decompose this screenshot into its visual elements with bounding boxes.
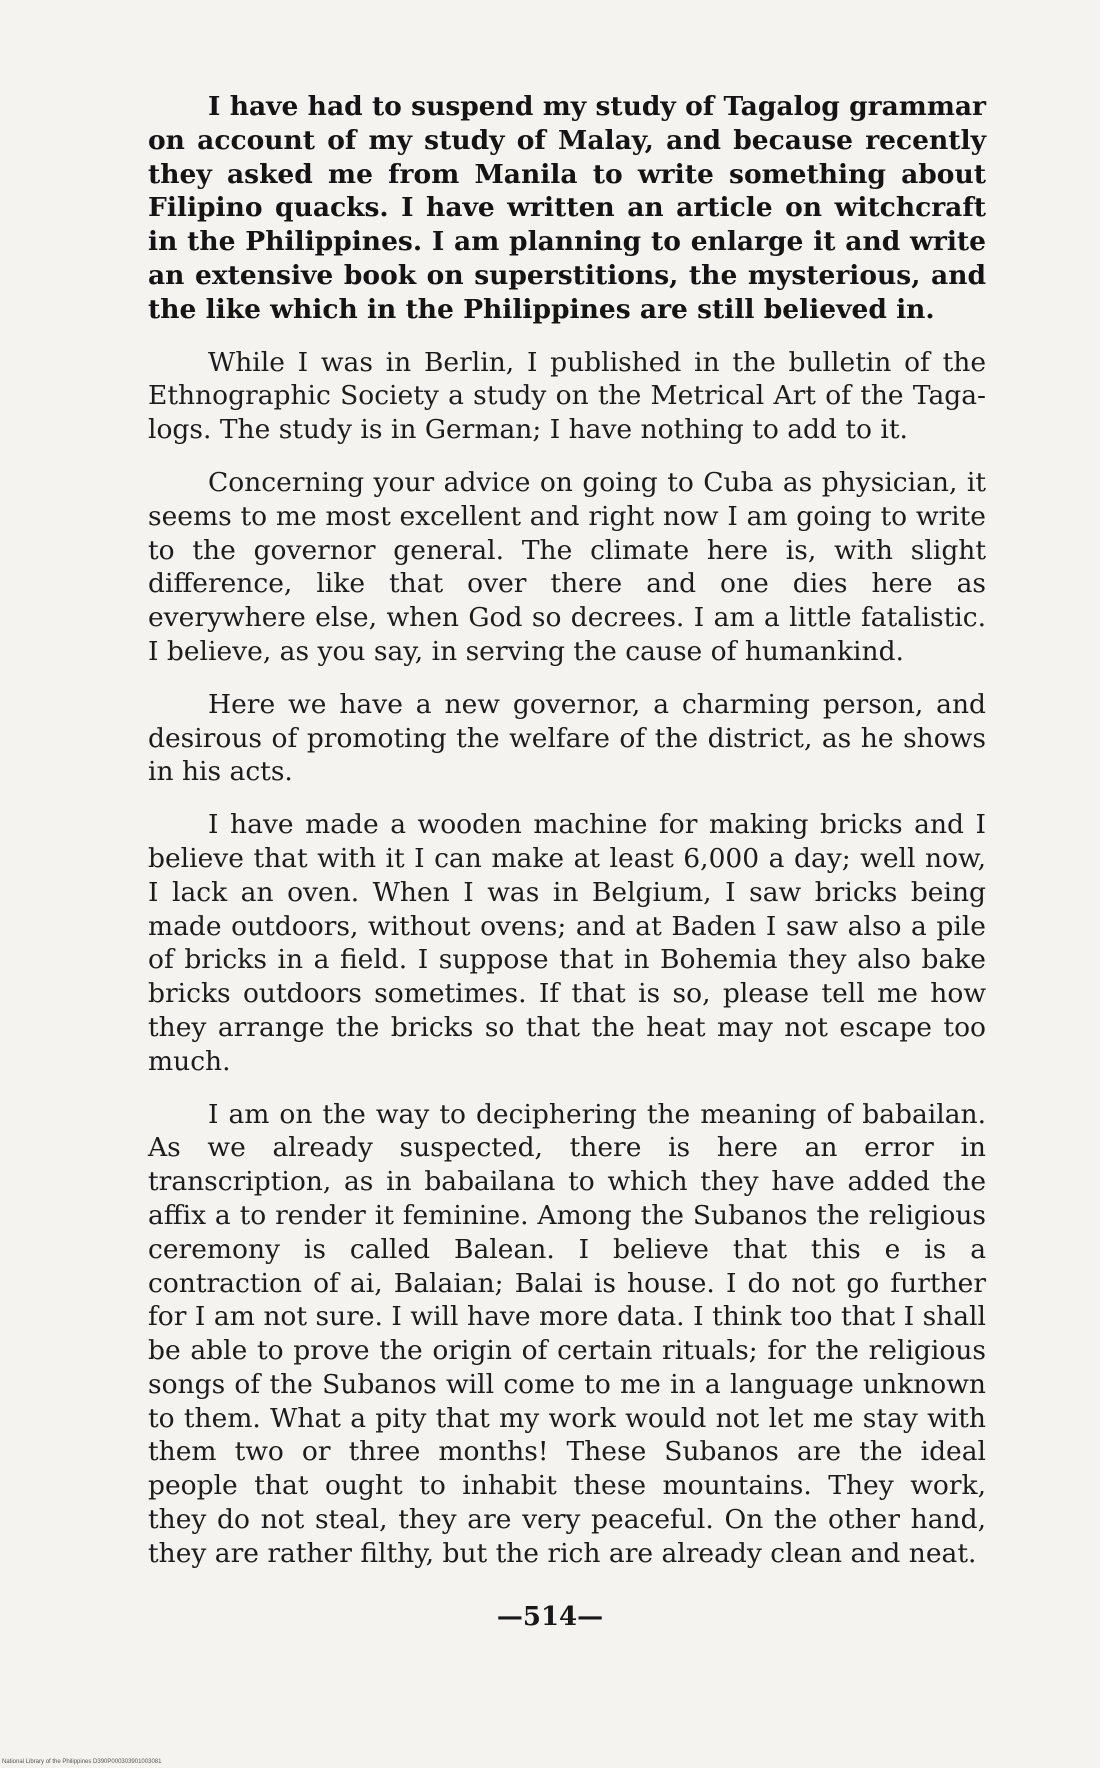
page-edge [1100,0,1115,1768]
scan-credit: National Library of the Philippines D390P000303901003081 [2,1759,162,1765]
paragraph-babailan: I am on the way to deciphering the meaning of babailan. As we already suspected, there is here an error in transcription, as in babailana to which they have added the affix a to render it feminine. Among the Subanos the religious ceremony is called Balean. I believe that this e is a contraction of ai, Balaian; Balai is house. I do not go further for I am not sure. I will have more data. I think too that I shall be able to prove the origin of certain rituals; for the religious songs of the Subanos will come to me in a language unknown to them. What a pity that my work would not let me stay with them two or three months! These Subanos are the ideal people that ought to inhabit these mountains. They work, they do not steal, they are very peaceful. On the other hand, they are rather filthy, but the rich are already clean and neat. [148,1098,986,1569]
paragraph-berlin-publication: While I was in Berlin, I published in the bulletin of the Ethnographic Society a study on the Metrical Art of the Tagalogs. The study is in German; I have nothing to add to it. [148,346,986,446]
paragraph-tagalog-grammar: I have had to suspend my study of Tagalog grammar on account of my study of Malay, and because recently they asked me from Manila to write something about Filipino quacks. I have written an article on witchcraft in the Philippines. I am planning to enlarge it and write an extensive book on superstitions, the mysterious, and the like which in the Philippines are still believed in. [148,91,986,325]
paragraph-brick-machine: I have made a wooden machine for making bricks and I believe that with it I can make at least 6,000 a day; well now, I lack an oven. When I was in Belgium, I saw bricks being made outdoors, without ovens; and at Baden I saw also a pile of bricks in a field. I suppose that in Bohemia they also bake bricks outdoors sometimes. If that is so, please tell me how they arrange the bricks so that the heat may not escape too much. [148,809,986,1077]
paragraph-cuba-advice: Concerning your advice on going to Cuba as physician, it seems to me most excellent and right now I am going to write to the governor general. The climate here is, with slight difference, like that over there and one dies here as everywhere else, when God so decrees. I am a little fatalistic. I believe, as you say, in serving the cause of humankind. [148,466,986,667]
paragraph-new-governor: Here we have a new governor, a charming person, and desirous of promoting the welfare of the district, as he shows in his acts. [148,688,986,788]
page-number: —514— [496,1602,604,1632]
letter-body [148,90,986,1571]
